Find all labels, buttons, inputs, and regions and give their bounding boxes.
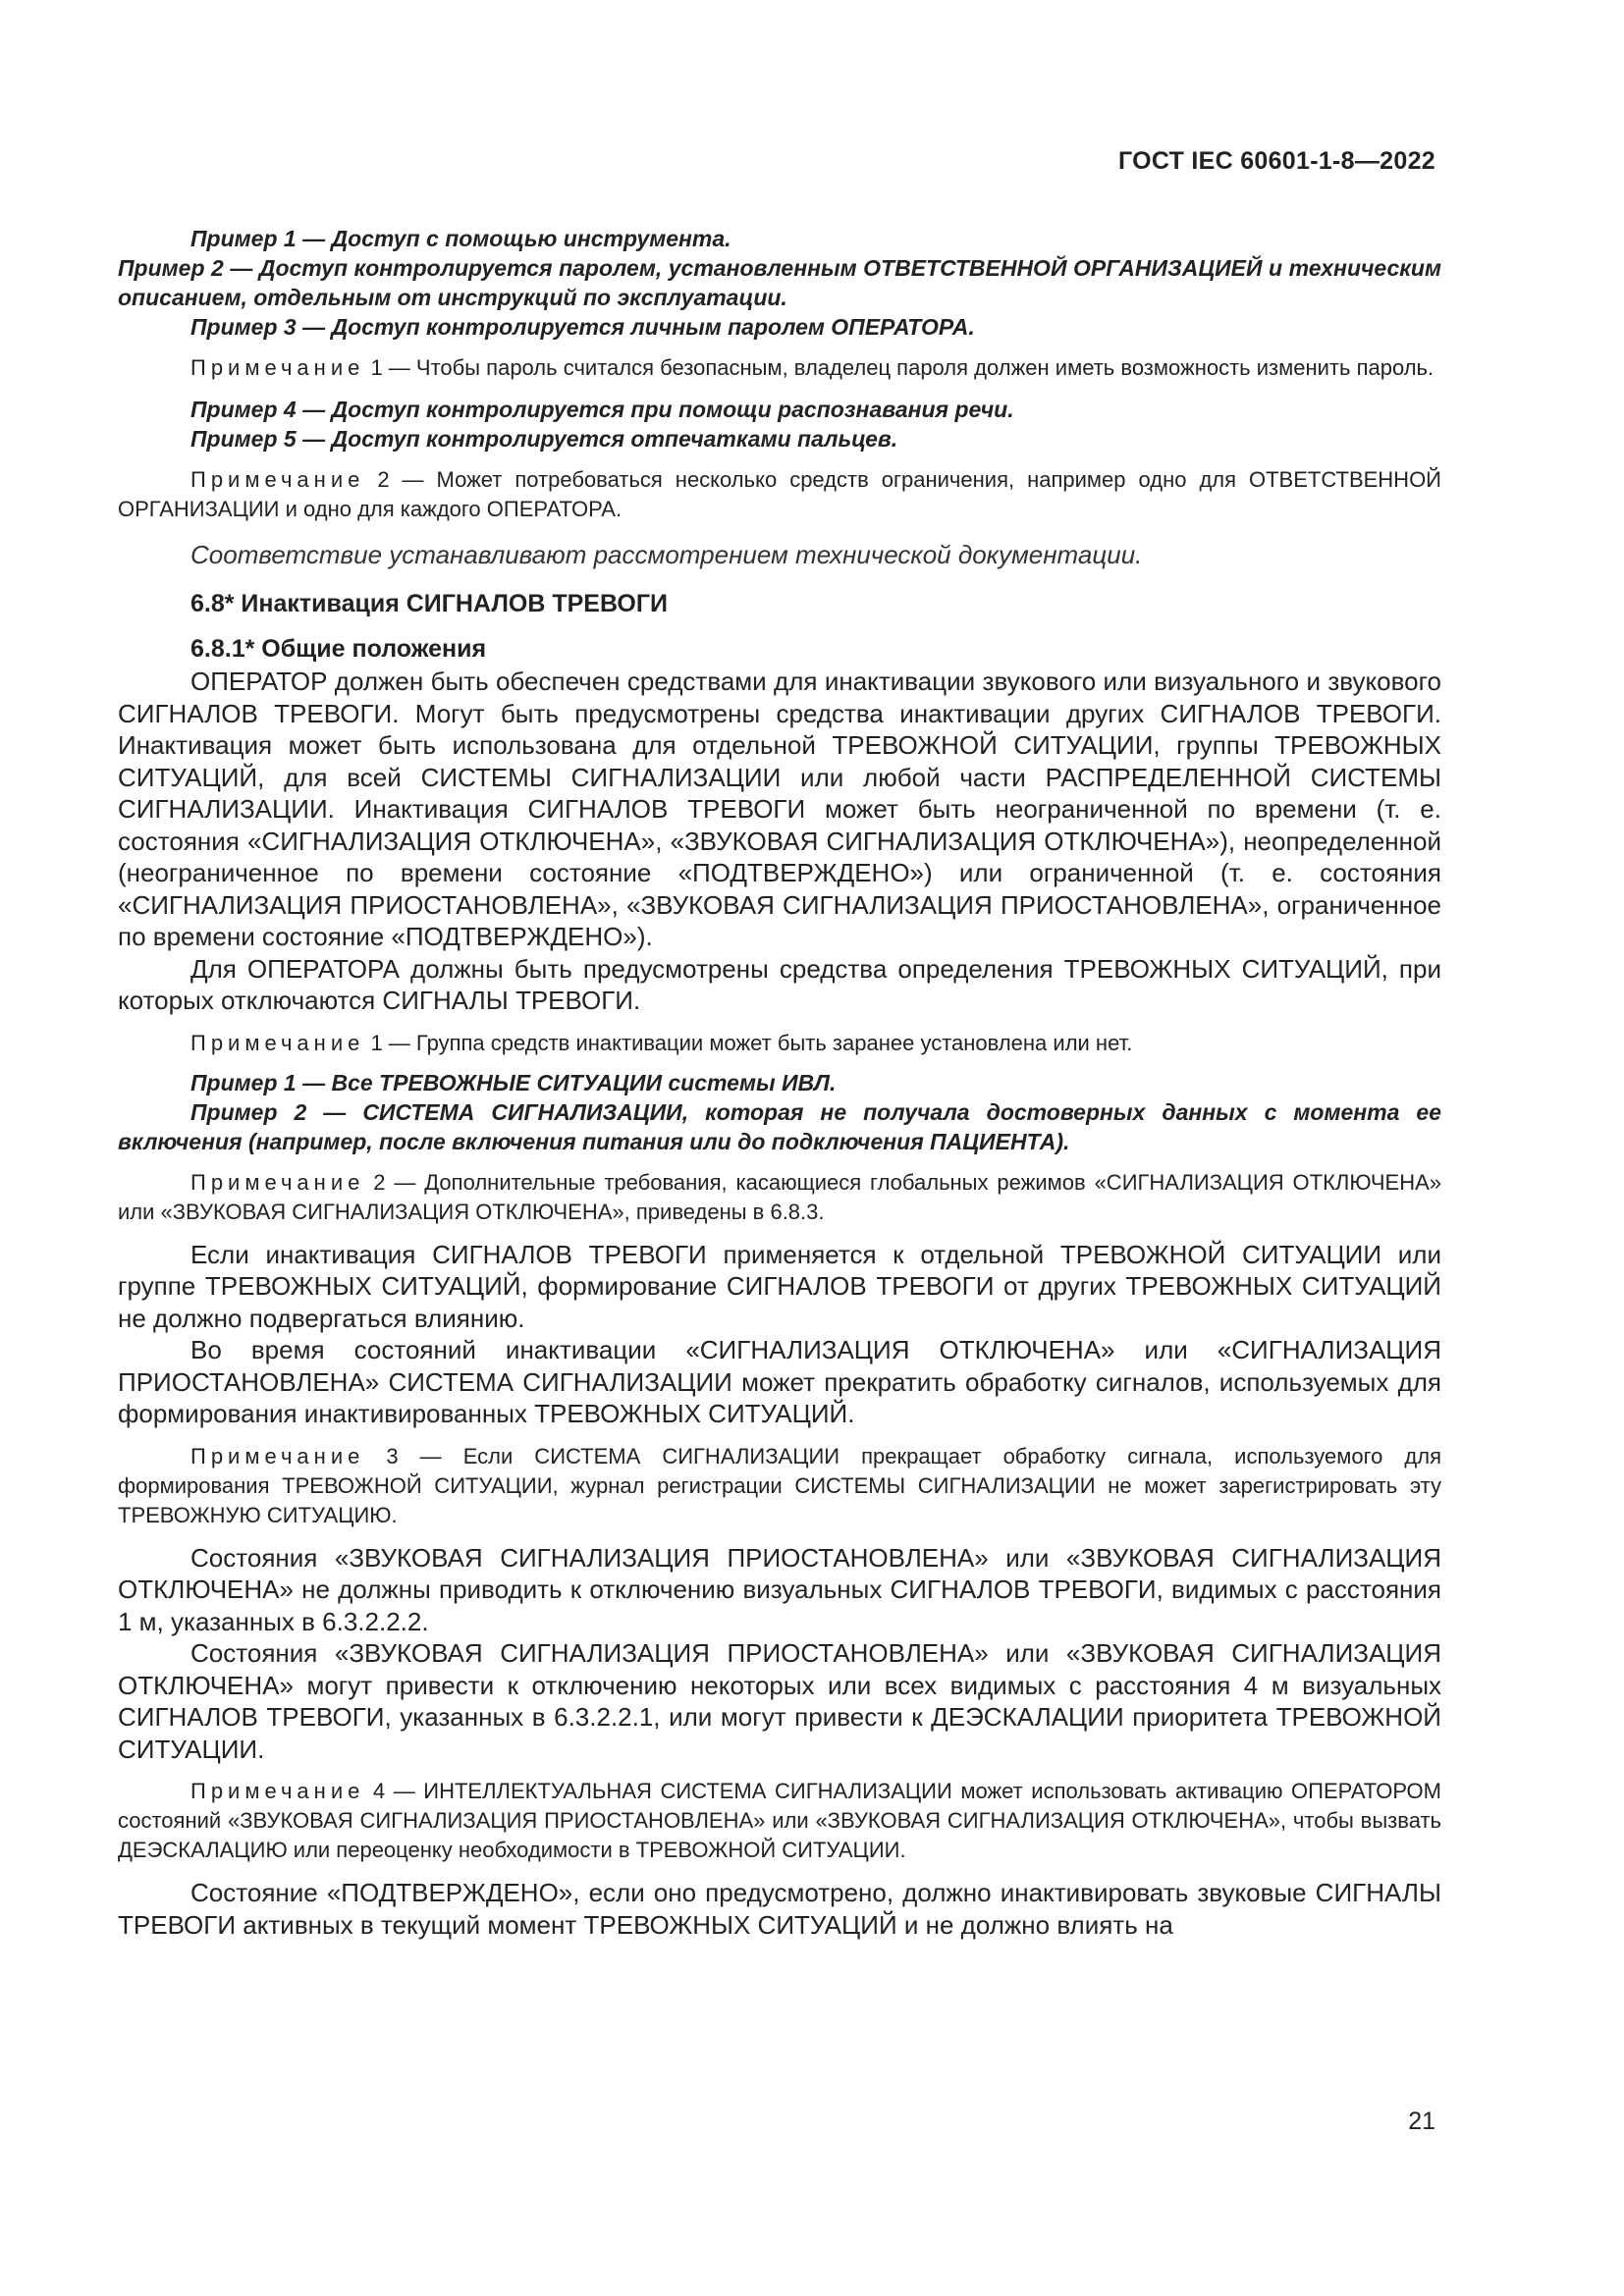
- page-number: 21: [1408, 2108, 1435, 2135]
- note-text: 3 — Если СИСТЕМА СИГНАЛИЗАЦИИ прекращает обработку сигнала, используемого для формирования ТРЕВОЖНОЙ СИТУАЦИИ, журнал регистрации СИСТЕМЫ СИГНАЛИЗАЦИИ не может зарегистрировать эту ТРЕВОЖНУЮ СИТУАЦИЮ.: [118, 1443, 1441, 1527]
- note-label: Примечание: [190, 1779, 365, 1803]
- compliance-statement: Соответствие устанавливают рассмотрением технической документации.: [190, 540, 1143, 569]
- note-label: Примечание: [190, 467, 365, 492]
- note-1-password: [118, 353, 1441, 383]
- paragraph-4: Во время состояний инактивации «СИГНАЛИЗАЦИЯ ОТКЛЮЧЕНА» или «СИГНАЛИЗАЦИЯ ПРИОСТАНОВЛЕНА» СИСТЕМА СИГНАЛИЗАЦИИ может прекратить обработку сигналов, используемых для формирования инактивированных ТРЕВОЖНЫХ СИТУАЦИЙ.: [118, 1335, 1441, 1428]
- note-label: Примечание: [190, 1030, 365, 1055]
- paragraph-1: ОПЕРАТОР должен быть обеспечен средствами для инактивации звукового или визуального и звукового СИГНАЛОВ ТРЕВОГИ. Могут быть предусмотрены средства инактивации других СИГНАЛОВ ТРЕВОГИ. Инактивация может быть использована для отдельной ТРЕВОЖНОЙ СИТУАЦИИ, группы ТРЕВОЖНЫХ СИТУАЦИЙ, для всей СИСТЕМЫ СИГНАЛИЗАЦИИ или любой части РАСПРЕДЕЛЕННОЙ СИСТЕМЫ СИГНАЛИЗАЦИИ. Инактивация СИГНАЛОВ ТРЕВОГИ может быть неограниченной по времени (т. е. состояния «СИГНАЛИЗАЦИЯ ОТКЛЮЧЕНА», «ЗВУКОВАЯ СИГНАЛИЗАЦИЯ ОТКЛЮЧЕНА»), неопределенной (неограниченное по времени состояние «ПОДТВЕРЖДЕНО») или ограниченной (т. е. состояния «СИГНАЛИЗАЦИЯ ПРИОСТАНОВЛЕНА», «ЗВУКОВАЯ СИГНАЛИЗАЦИЯ ПРИОСТАНОВЛЕНА», ограниченное по времени состояние «ПОДТВЕРЖДЕНО»).: [118, 667, 1441, 951]
- paragraph-7: Состояние «ПОДТВЕРЖДЕНО», если оно предусмотрено, должно инактивировать звуковые СИГНАЛЫ ТРЕВОГИ активных в текущий момент ТРЕВОЖНЫХ СИТУАЦИЙ и не должно влиять на: [118, 1878, 1441, 1940]
- note-text: 2 — Может потребоваться несколько средств ограничения, например одно для ОТВЕТСТВЕННОЙ ОРГАНИЗАЦИИ и одно для каждого ОПЕРАТОРА.: [118, 467, 1441, 521]
- paragraph-3: Если инактивация СИГНАЛОВ ТРЕВОГИ применяется к отдельной ТРЕВОЖНОЙ СИТУАЦИИ или группе ТРЕВОЖНЫХ СИТУАЦИЙ, формирование СИГНАЛОВ ТРЕВОГИ от других ТРЕВОЖНЫХ СИТУАЦИЙ не должно подвергаться влиянию.: [118, 1239, 1441, 1333]
- example-3: Пример 3 — Доступ контролируется личным паролем ОПЕРАТОРА.: [190, 314, 975, 340]
- document-standard-id: ГОСТ IEC 60601-1-8—2022: [1117, 147, 1435, 175]
- note-label: Примечание: [190, 1169, 365, 1195]
- paragraph-2: Для ОПЕРАТОРА должны быть предусмотрены средства определения ТРЕВОЖНЫХ СИТУАЦИЙ, при которых отключаются СИГНАЛЫ ТРЕВОГИ.: [118, 953, 1441, 1015]
- paragraph-5: Состояния «ЗВУКОВАЯ СИГНАЛИЗАЦИЯ ПРИОСТАНОВЛЕНА» или «ЗВУКОВАЯ СИГНАЛИЗАЦИЯ ОТКЛЮЧЕНА» не должны приводить к отключению визуальных СИГНАЛОВ ТРЕВОГИ, видимых с расстояния 1 м, указанных в 6.3.2.2.2.: [118, 1542, 1441, 1636]
- paragraph-6: Состояния «ЗВУКОВАЯ СИГНАЛИЗАЦИЯ ПРИОСТАНОВЛЕНА» или «ЗВУКОВАЯ СИГНАЛИЗАЦИЯ ОТКЛЮЧЕНА» могут привести к отключению некоторых или всех видимых с расстояния 4 м визуальных СИГНАЛОВ ТРЕВОГИ, указанных в 6.3.2.2.1, или могут привести к ДЕЭСКАЛАЦИИ приоритета ТРЕВОЖНОЙ СИТУАЦИИ.: [118, 1638, 1441, 1764]
- note-1-group: [118, 1029, 1441, 1058]
- example-5: Пример 5 — Доступ контролируется отпечатками пальцев.: [190, 426, 898, 452]
- note-label: Примечание: [190, 1443, 365, 1468]
- note-text: 1 — Чтобы пароль считался безопасным, владелец пароля должен иметь возможность изменить пароль.: [364, 355, 1435, 380]
- section-heading-6-8-1: 6.8.1* Общие положения: [190, 635, 487, 663]
- note-4-intelligent-system: [118, 1777, 1441, 1865]
- example-4: Пример 4 — Доступ контролируется при помощи распознавания речи.: [190, 397, 1014, 422]
- example-1: Пример 1 — Доступ с помощью инструмента.: [190, 226, 731, 251]
- note-text: 1 — Группа средств инактивации может быть заранее установлена или нет.: [364, 1030, 1133, 1055]
- section-heading-6-8: 6.8* Инактивация СИГНАЛОВ ТРЕВОГИ: [190, 590, 668, 617]
- example-2-alarm-system: Пример 2 — СИСТЕМА СИГНАЛИЗАЦИИ, которая не получала достоверных данных с момента ее включения (например, после включения питания или до подключения ПАЦИЕНТА).: [118, 1098, 1441, 1154]
- note-text: 2 — Дополнительные требования, касающиеся глобальных режимов «СИГНАЛИЗАЦИЯ ОТКЛЮЧЕНА» или «ЗВУКОВАЯ СИГНАЛИЗАЦИЯ ОТКЛЮЧЕНА», приведены в 6.8.3.: [118, 1169, 1441, 1224]
- page-content: [118, 224, 1441, 1941]
- note-3-processing: [118, 1442, 1441, 1530]
- note-text: 4 — ИНТЕЛЛЕКТУАЛЬНАЯ СИСТЕМА СИГНАЛИЗАЦИИ может использовать активацию ОПЕРАТОРОМ состояний «ЗВУКОВАЯ СИГНАЛИЗАЦИЯ ПРИОСТАНОВЛЕНА» или «ЗВУКОВАЯ СИГНАЛИЗАЦИЯ ОТКЛЮЧЕНА», чтобы вызвать ДЕЭСКАЛАЦИЮ или переоценку необходимости в ТРЕВОЖНОЙ СИТУАЦИИ.: [118, 1779, 1441, 1862]
- note-2-global-modes: [118, 1168, 1441, 1227]
- note-label: Примечание: [190, 355, 365, 380]
- example-1-ventilator: Пример 1 — Все ТРЕВОЖНЫЕ СИТУАЦИИ системы ИВЛ.: [190, 1069, 837, 1095]
- note-2-restriction: [118, 465, 1441, 524]
- example-2: Пример 2 — Доступ контролируется паролем, установленным ОТВЕТСТВЕННОЙ ОРГАНИЗАЦИЕЙ и техническим описанием, отдельным от инструкций по эксплуатации.: [118, 255, 1441, 310]
